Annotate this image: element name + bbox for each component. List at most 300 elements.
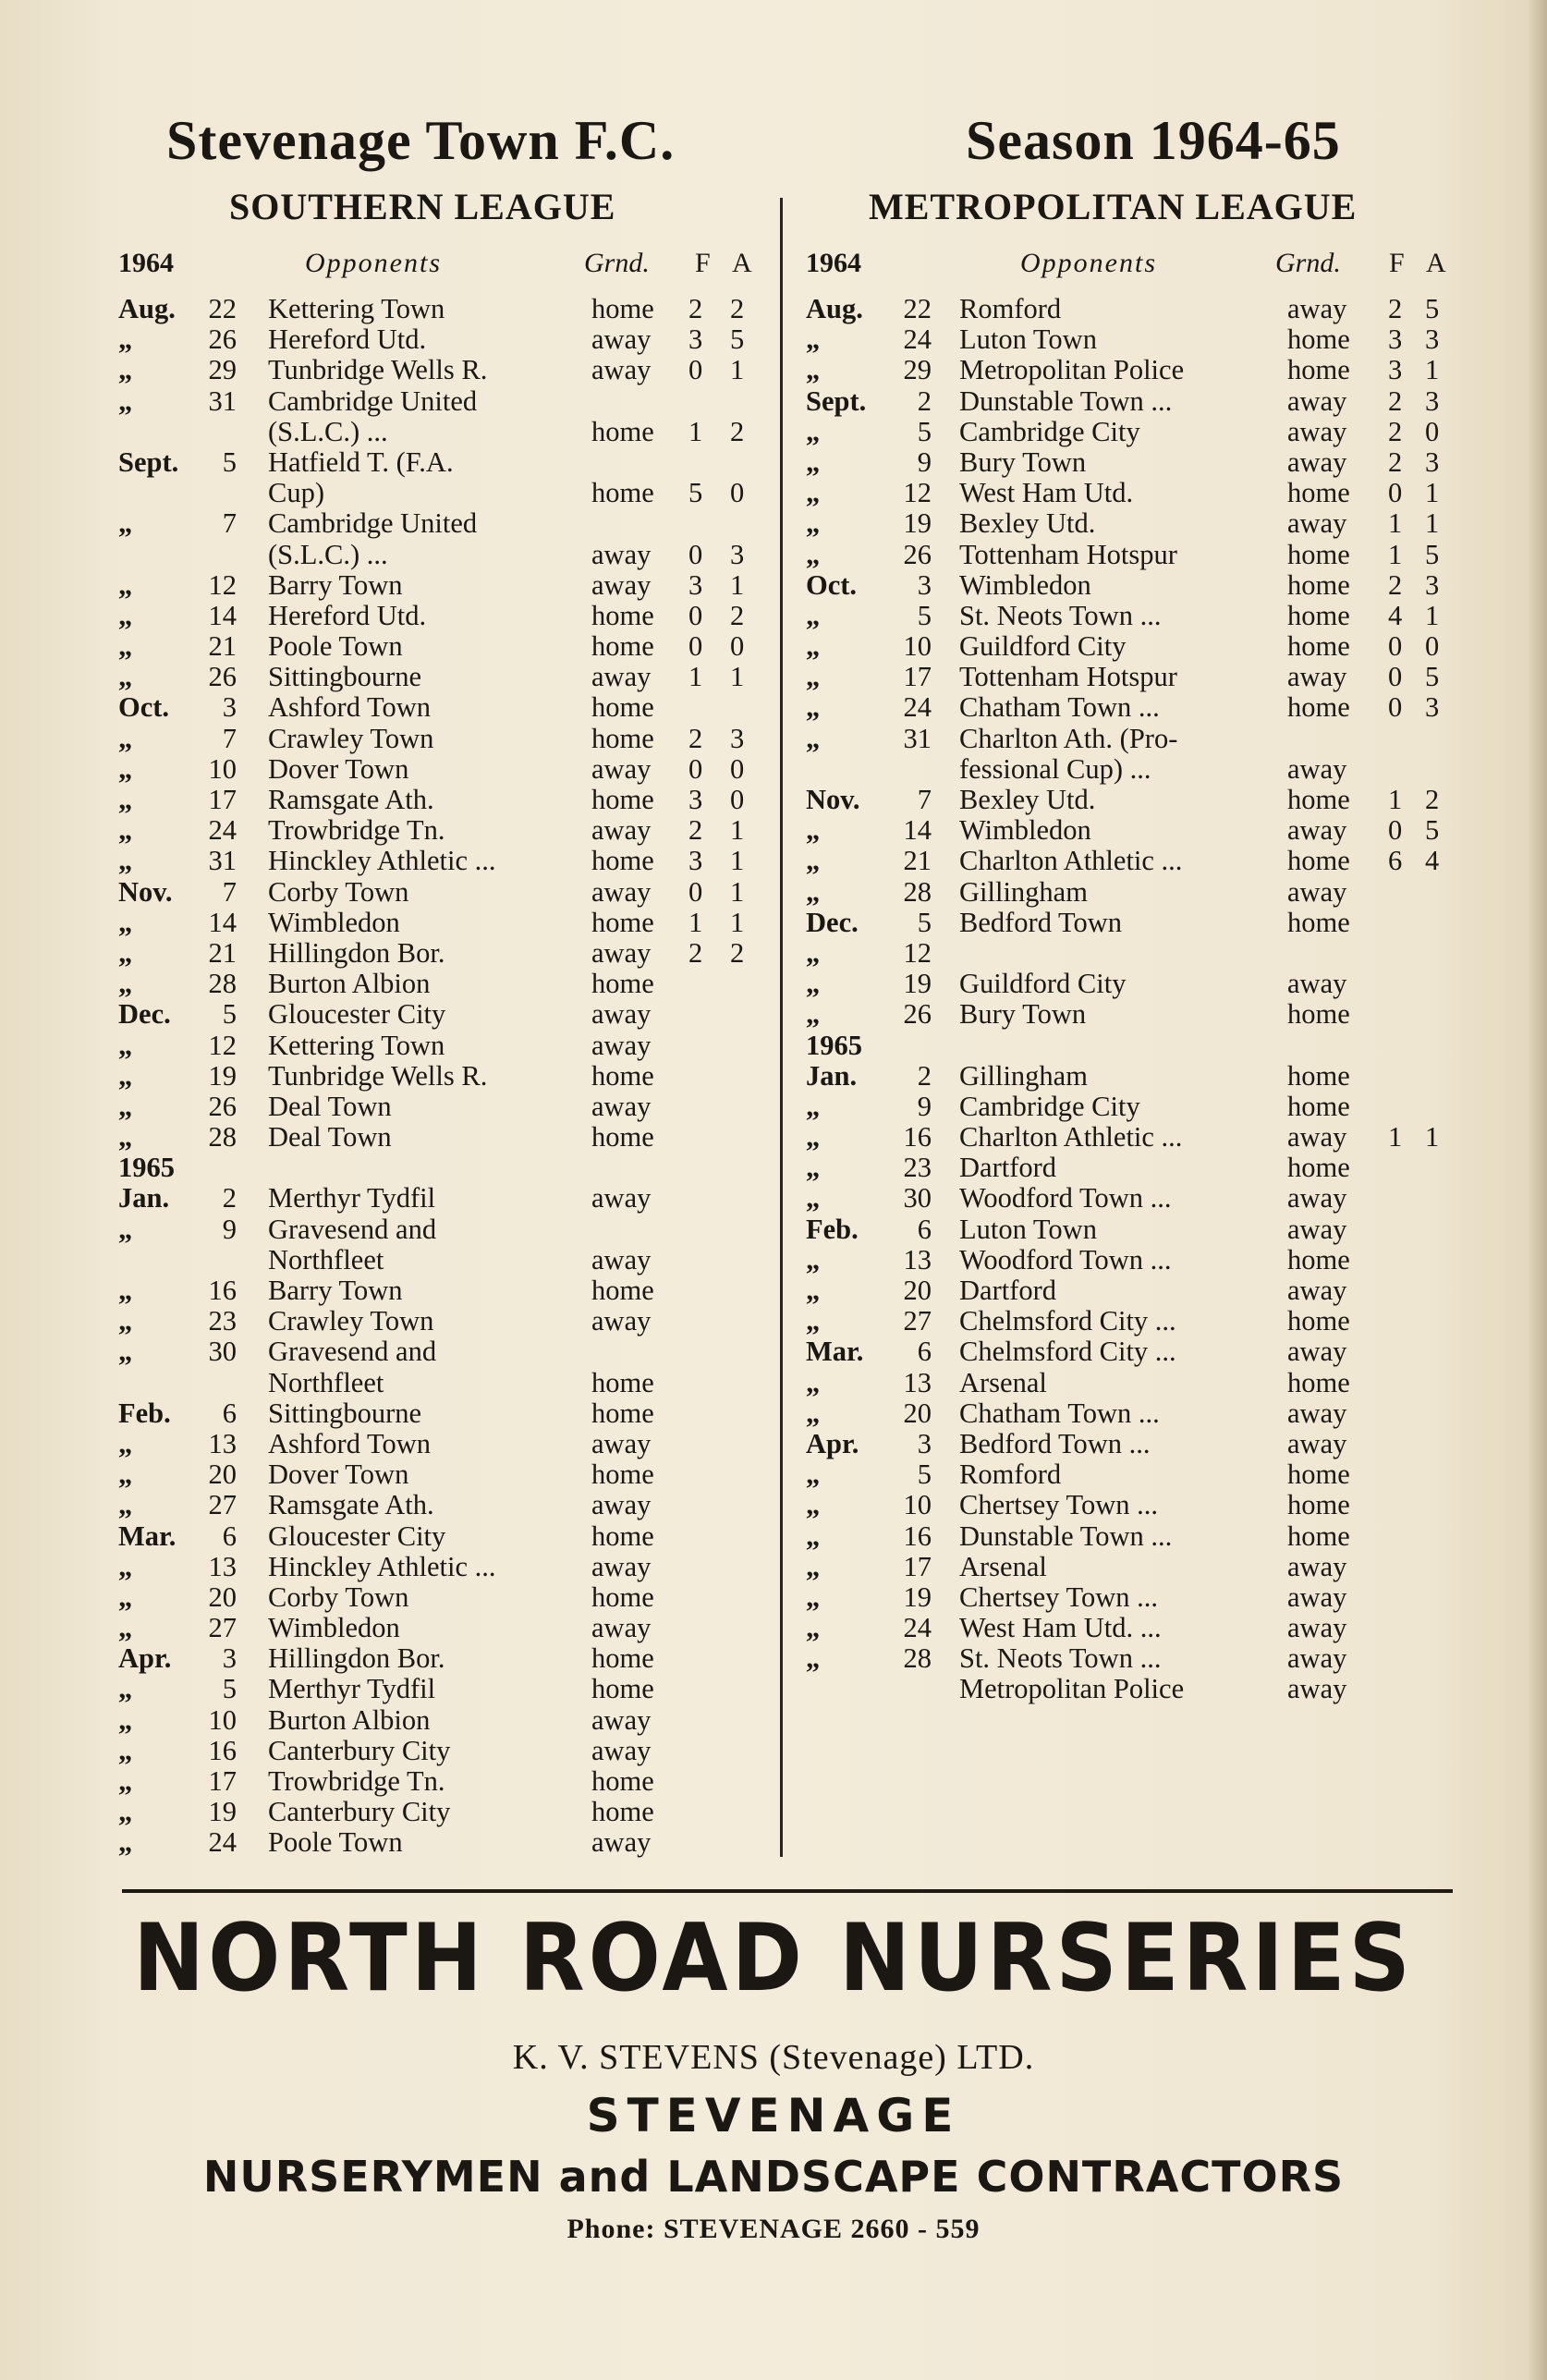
fixture-day: 3 <box>917 568 932 601</box>
southern-fixture-row <box>0 1827 780 1858</box>
fixture-month: „ <box>118 1826 133 1859</box>
southern-fixture-row <box>0 1766 780 1797</box>
southern-fixture-row <box>0 1521 780 1552</box>
fixture-month: „ <box>806 354 821 386</box>
fixture-month: „ <box>118 936 133 969</box>
fixture-goals-against: 1 <box>730 875 745 908</box>
fixture-ground: away <box>591 1305 652 1337</box>
fixture-ground: home <box>591 477 654 509</box>
fixture-ground: away <box>1287 1213 1347 1245</box>
fixture-month: „ <box>118 630 133 663</box>
southern-fixture-row <box>0 508 780 539</box>
fixture-goals-for: 1 <box>1388 1121 1403 1153</box>
fixture-ground: away <box>591 1550 652 1582</box>
metropolitan-fixture-row <box>784 969 1547 999</box>
fixture-goals-for: 1 <box>688 906 703 938</box>
metropolitan-fixture-row <box>784 324 1547 355</box>
metropolitan-fixture-row <box>784 355 1547 385</box>
fixture-month: „ <box>118 1796 133 1828</box>
fixture-opponent: Dartford <box>959 1275 1057 1306</box>
fixture-day: 20 <box>903 1397 932 1429</box>
fixture-ground: away <box>591 661 652 693</box>
fixture-day: 17 <box>903 1550 932 1582</box>
fixture-opponent: Wimbledon <box>959 814 1091 847</box>
metropolitan-fixture-row <box>784 540 1547 570</box>
fixture-day: 7 <box>222 875 237 908</box>
fixture-month: „ <box>806 415 821 447</box>
fixture-ground: away <box>1287 968 1347 1000</box>
fixture-goals-against: 3 <box>1425 568 1440 601</box>
southern-fixture-row <box>0 1031 780 1061</box>
advert-phone: Phone: STEVENAGE 2660 - 559 <box>566 2214 981 2244</box>
fixture-ground: home <box>591 1366 654 1398</box>
fixture-opponent: Bexley Utd. <box>959 784 1096 815</box>
southern-fixture-row <box>0 601 780 631</box>
fixture-month: „ <box>806 1581 821 1613</box>
fixture-ground: away <box>1287 1612 1347 1644</box>
fixture-day: 22 <box>903 293 932 324</box>
fixture-ground: away <box>1287 1336 1347 1368</box>
fixture-goals-against: 3 <box>730 538 745 570</box>
southern-fixture-row <box>0 1275 780 1306</box>
fixture-goals-against: 2 <box>730 599 745 631</box>
fixture-ground: home <box>1287 1152 1350 1184</box>
fixture-day: 19 <box>208 1059 237 1092</box>
fixture-goals-against: 1 <box>730 354 745 386</box>
fixture-opponent: Poole Town <box>268 1826 403 1859</box>
fixture-goals-for: 3 <box>688 845 703 877</box>
metropolitan-fixture-row <box>784 1153 1547 1183</box>
fixture-ground: home <box>1287 1520 1350 1552</box>
metropolitan-fixture-row <box>784 1674 1547 1704</box>
fixture-month: „ <box>118 722 133 754</box>
fixture-goals-for: 0 <box>688 538 703 570</box>
fixture-month: Apr. <box>118 1642 172 1675</box>
fixture-ground: away <box>591 1734 652 1766</box>
fixture-opponent: Deal Town <box>268 1121 392 1153</box>
fixture-day: 19 <box>903 1581 932 1613</box>
fixture-month: „ <box>118 661 133 693</box>
fixture-day: 6 <box>222 1520 237 1552</box>
fixture-ground: away <box>1287 1275 1347 1306</box>
fixture-opponent: Trowbridge Tn. <box>268 1765 445 1797</box>
fixture-day: 2 <box>222 1182 237 1214</box>
metropolitan-fixture-row <box>784 908 1547 938</box>
southern-fixture-row <box>0 1183 780 1214</box>
fixture-goals-against: 5 <box>1425 814 1440 847</box>
fixture-day: 20 <box>208 1581 237 1613</box>
fixture-day: 6 <box>917 1336 932 1368</box>
metropolitan-fixture-row <box>784 1306 1547 1336</box>
southern-fixture-row <box>0 1705 780 1736</box>
fixture-day: 5 <box>222 445 237 478</box>
fixture-opponent: Tottenham Hotspur <box>959 538 1177 570</box>
southern-against-header: A <box>732 248 752 278</box>
fixture-day: 23 <box>208 1305 237 1337</box>
fixture-month: „ <box>806 630 821 663</box>
fixture-day: 24 <box>903 323 932 356</box>
fixture-day: 29 <box>208 354 237 386</box>
southern-fixture-row <box>0 1336 780 1367</box>
fixture-goals-against: 3 <box>1425 445 1440 478</box>
fixture-month: „ <box>806 538 821 570</box>
fixture-opponent: Merthyr Tydfil <box>268 1673 436 1705</box>
fixture-ground: home <box>591 1397 654 1429</box>
southern-fixture-row <box>0 324 780 355</box>
fixture-day: 30 <box>208 1336 237 1368</box>
fixture-goals-against: 2 <box>730 415 745 447</box>
southern-fixture-row <box>0 846 780 876</box>
fixture-ground: away <box>591 1182 652 1214</box>
fixture-ground: away <box>591 1612 652 1644</box>
fixture-month: „ <box>806 1305 821 1337</box>
fixture-opponent: Northfleet <box>268 1366 384 1398</box>
fixture-day: 13 <box>903 1366 932 1398</box>
southern-opponents-header: Opponents <box>305 248 442 278</box>
fixture-opponent: Luton Town <box>959 1213 1097 1245</box>
fixture-opponent: Dover Town <box>268 1459 409 1491</box>
fixture-opponent: Poole Town <box>268 630 403 663</box>
fixture-goals-against: 0 <box>730 752 745 785</box>
fixture-opponent: (S.L.C.) ... <box>268 415 388 447</box>
fixture-goals-for: 3 <box>688 784 703 815</box>
fixture-ground: home <box>1287 906 1350 938</box>
metropolitan-fixture-row <box>784 1183 1547 1214</box>
fixture-day: 12 <box>208 568 237 601</box>
metropolitan-fixture-row <box>784 1031 1547 1061</box>
metropolitan-fixture-row <box>784 1582 1547 1613</box>
fixture-opponent: West Ham Utd. ... <box>959 1612 1162 1644</box>
fixture-day: 24 <box>903 1612 932 1644</box>
fixture-month: „ <box>118 1581 133 1613</box>
fixture-opponent: Canterbury City <box>268 1796 451 1828</box>
fixture-opponent: Dartford <box>959 1152 1057 1184</box>
fixture-opponent: Dunstable Town ... <box>959 1520 1173 1552</box>
southern-fixture-row <box>0 785 780 815</box>
fixture-ground: home <box>591 1642 654 1675</box>
metropolitan-fixture-row <box>784 386 1547 417</box>
fixture-ground: home <box>1287 1489 1350 1521</box>
fixture-month: „ <box>806 1121 821 1153</box>
metropolitan-fixture-row <box>784 1061 1547 1092</box>
fixture-opponent: Tottenham Hotspur <box>959 661 1177 693</box>
fixture-month: „ <box>118 1305 133 1337</box>
fixture-opponent: West Ham Utd. <box>959 477 1134 509</box>
fixture-opponent: Merthyr Tydfil <box>268 1182 436 1214</box>
fixture-month: Jan. <box>118 1182 170 1214</box>
fixture-day: 26 <box>903 538 932 570</box>
southern-fixture-row <box>0 1674 780 1704</box>
metropolitan-fixture-row <box>784 1398 1547 1429</box>
fixture-ground: home <box>1287 568 1350 601</box>
fixture-day: 3 <box>222 691 237 724</box>
fixture-goals-against: 3 <box>730 722 745 754</box>
metropolitan-fixture-row <box>784 999 1547 1030</box>
metropolitan-fixture-row <box>784 938 1547 969</box>
fixture-month: Apr. <box>806 1427 859 1459</box>
fixture-month: „ <box>118 354 133 386</box>
fixture-month: „ <box>806 1520 821 1552</box>
fixture-ground: away <box>1287 661 1347 693</box>
southern-fixture-row <box>0 692 780 723</box>
fixture-goals-for: 0 <box>1388 814 1403 847</box>
metropolitan-fixture-row <box>784 1214 1547 1245</box>
fixture-day: 7 <box>222 722 237 754</box>
metropolitan-fixture-row <box>784 1245 1547 1275</box>
fixture-opponent: Gloucester City <box>268 1520 446 1552</box>
fixture-month: „ <box>118 1612 133 1644</box>
fixture-ground: home <box>591 722 654 754</box>
fixture-day: 20 <box>208 1459 237 1491</box>
fixture-day: 30 <box>903 1182 932 1214</box>
fixture-ground: home <box>591 293 654 324</box>
fixture-month: „ <box>806 691 821 724</box>
fixture-opponent: Bexley Utd. <box>959 507 1096 540</box>
fixture-goals-for: 2 <box>688 936 703 969</box>
fixture-month: „ <box>806 1489 821 1521</box>
fixture-opponent: Charlton Athletic ... <box>959 845 1183 877</box>
fixture-day: 10 <box>208 752 237 785</box>
fixture-opponent: Chatham Town ... <box>959 1397 1160 1429</box>
fixture-ground: home <box>1287 1459 1350 1491</box>
southern-fixture-row <box>0 1582 780 1613</box>
fixture-month: „ <box>118 599 133 631</box>
fixture-month: „ <box>118 906 133 938</box>
southern-fixture-row <box>0 1459 780 1490</box>
fixture-opponent: Gloucester City <box>268 998 446 1031</box>
fixture-ground: home <box>1287 1366 1350 1398</box>
fixture-ground: home <box>591 1520 654 1552</box>
fixture-ground: away <box>591 1703 652 1736</box>
fixture-month: Aug. <box>118 293 176 324</box>
fixture-day: 16 <box>208 1275 237 1306</box>
fixture-opponent: Arsenal <box>959 1366 1047 1398</box>
fixture-day: 9 <box>917 445 932 478</box>
fixture-month: „ <box>118 323 133 356</box>
fixture-month: Sept. <box>118 445 179 478</box>
fixture-month: „ <box>118 1275 133 1306</box>
fixture-opponent: Metropolitan Police <box>959 1673 1185 1705</box>
metropolitan-fixture-row <box>784 508 1547 539</box>
fixture-ground: away <box>1287 875 1347 908</box>
fixture-day: 26 <box>208 661 237 693</box>
fixture-day: 26 <box>208 323 237 356</box>
fixture-opponent: Guildford City <box>959 630 1127 663</box>
metropolitan-fixture-row <box>784 570 1547 601</box>
fixture-ground: away <box>591 1090 652 1122</box>
fixture-opponent: Chelmsford City ... <box>959 1336 1176 1368</box>
metropolitan-opponents-header: Opponents <box>1020 248 1157 278</box>
fixture-goals-against: 1 <box>730 845 745 877</box>
fixture-opponent: Ashford Town <box>268 691 432 724</box>
fixture-day: 13 <box>903 1243 932 1275</box>
fixture-ground: home <box>1287 998 1350 1031</box>
fixture-ground: home <box>1287 477 1350 509</box>
metropolitan-fixture-row <box>784 754 1547 785</box>
fixture-day: 31 <box>903 722 932 754</box>
fixture-goals-for: 2 <box>1388 293 1403 324</box>
fixture-ground: away <box>1287 1581 1347 1613</box>
fixture-opponent: Burton Albion <box>268 1703 431 1736</box>
fixture-opponent: Corby Town <box>268 875 409 908</box>
fixture-month: „ <box>118 968 133 1000</box>
fixture-day: 14 <box>903 814 932 847</box>
fixture-month: „ <box>118 1427 133 1459</box>
fixture-day: 5 <box>917 415 932 447</box>
fixture-ground: away <box>1287 445 1347 478</box>
fixture-month: „ <box>806 936 821 969</box>
fixture-month: „ <box>118 1121 133 1153</box>
fixture-month: „ <box>118 1090 133 1122</box>
fixture-day: 12 <box>903 477 932 509</box>
southern-for-header: F <box>695 248 711 278</box>
southern-fixture-row <box>0 447 780 478</box>
fixture-goals-for: 2 <box>688 722 703 754</box>
metropolitan-year-header: 1964 <box>806 248 861 278</box>
fixture-day: 9 <box>917 1090 932 1122</box>
fixture-goals-against: 1 <box>730 661 745 693</box>
fixture-day: 29 <box>903 354 932 386</box>
metropolitan-fixture-row <box>784 1429 1547 1459</box>
southern-fixture-row <box>0 877 780 908</box>
fixture-ground: home <box>591 691 654 724</box>
southern-league-title: SOUTHERN LEAGUE <box>229 186 616 227</box>
southern-fixture-row <box>0 1368 780 1398</box>
fixture-ground: away <box>591 875 652 908</box>
metropolitan-fixture-row <box>784 417 1547 447</box>
fixture-month: „ <box>806 1275 821 1306</box>
fixture-day: 7 <box>222 507 237 540</box>
fixture-month: „ <box>118 507 133 540</box>
metropolitan-fixture-row <box>784 1521 1547 1552</box>
fixture-ground: home <box>1287 1305 1350 1337</box>
southern-fixture-row <box>0 478 780 508</box>
southern-fixture-row <box>0 999 780 1030</box>
fixture-goals-for: 2 <box>688 293 703 324</box>
fixture-month: Oct. <box>118 691 170 724</box>
fixture-month: „ <box>118 1489 133 1521</box>
metropolitan-fixture-row <box>784 1092 1547 1122</box>
fixture-goals-for: 0 <box>688 752 703 785</box>
fixture-day: 2 <box>917 1059 932 1092</box>
fixture-opponent: Bury Town <box>959 445 1087 478</box>
fixture-ground: away <box>1287 293 1347 324</box>
fixture-month: „ <box>806 875 821 908</box>
southern-fixture-row <box>0 662 780 692</box>
southern-fixture-row <box>0 1643 780 1674</box>
advert-trade: NURSERYMEN and LANDSCAPE CONTRACTORS <box>202 2152 1345 2202</box>
fixture-opponent: Romford <box>959 1459 1062 1491</box>
metropolitan-fixture-row <box>784 1613 1547 1643</box>
fixture-month: „ <box>806 661 821 693</box>
fixture-day: 23 <box>903 1152 932 1184</box>
fixture-day: 17 <box>208 784 237 815</box>
fixture-ground: home <box>1287 630 1350 663</box>
fixture-month: „ <box>118 1734 133 1766</box>
southern-fixtures-list <box>0 294 780 1859</box>
fixture-day: 5 <box>917 599 932 631</box>
fixture-opponent: Chertsey Town ... <box>959 1581 1159 1613</box>
fixture-day: 28 <box>208 968 237 1000</box>
fixture-month: „ <box>118 1550 133 1582</box>
fixture-ground: away <box>591 936 652 969</box>
fixture-month: „ <box>806 507 821 540</box>
fixture-day: 22 <box>208 293 237 324</box>
southern-fixture-row <box>0 1429 780 1459</box>
fixture-day: 5 <box>222 1673 237 1705</box>
fixture-month: „ <box>118 1765 133 1797</box>
fixture-month: Aug. <box>806 293 863 324</box>
fixture-month: „ <box>806 1550 821 1582</box>
fixture-ground: home <box>1287 845 1350 877</box>
metropolitan-fixture-row <box>784 662 1547 692</box>
fixture-month: Oct. <box>806 568 858 601</box>
fixture-day: 19 <box>903 968 932 1000</box>
southern-fixture-row <box>0 1092 780 1122</box>
fixture-month: „ <box>806 1459 821 1491</box>
fixture-month: „ <box>806 998 821 1031</box>
fixture-goals-against: 1 <box>1425 507 1440 540</box>
fixture-goals-for: 0 <box>1388 477 1403 509</box>
fixture-opponent: Bedford Town ... <box>959 1427 1151 1459</box>
fixture-opponent: Gravesend and <box>268 1336 437 1368</box>
fixture-month: Mar. <box>118 1520 177 1552</box>
southern-fixture-row <box>0 1061 780 1092</box>
southern-fixture-row <box>0 294 780 324</box>
fixture-month: „ <box>806 1243 821 1275</box>
fixture-goals-for: 6 <box>1388 845 1403 877</box>
fixture-goals-against: 3 <box>1425 691 1440 724</box>
fixture-goals-against: 2 <box>730 293 745 324</box>
fixture-day: 12 <box>208 1029 237 1061</box>
fixture-opponent: Bedford Town <box>959 906 1123 938</box>
season-title: Season 1964-65 <box>966 110 1341 171</box>
fixture-goals-against: 1 <box>1425 477 1440 509</box>
fixture-opponent: Hatfield T. (F.A. <box>268 445 454 478</box>
fixture-opponent: (S.L.C.) ... <box>268 538 388 570</box>
fixture-day: 17 <box>903 661 932 693</box>
fixture-ground: home <box>591 599 654 631</box>
fixture-day: 20 <box>903 1275 932 1306</box>
fixture-ground: away <box>591 752 652 785</box>
metropolitan-fixtures-list <box>784 294 1547 1705</box>
fixture-ground: away <box>1287 415 1347 447</box>
fixture-ground: away <box>591 814 652 847</box>
fixture-month: „ <box>806 845 821 877</box>
fixture-opponent: Corby Town <box>268 1581 409 1613</box>
fixture-ground: away <box>591 323 652 356</box>
fixture-day: 12 <box>903 936 932 969</box>
fixture-opponent: Cambridge City <box>959 1090 1140 1122</box>
southern-fixture-row <box>0 1245 780 1275</box>
fixture-ground: away <box>1287 1397 1347 1429</box>
southern-fixture-row <box>0 724 780 754</box>
column-divider <box>780 198 783 1857</box>
fixture-opponent: Woodford Town ... <box>959 1182 1172 1214</box>
fixture-opponent: Kettering Town <box>268 1029 445 1061</box>
fixture-day: 26 <box>903 998 932 1031</box>
fixture-month: Dec. <box>806 906 859 938</box>
fixture-month: „ <box>806 1182 821 1214</box>
fixture-day: 21 <box>903 845 932 877</box>
fixture-goals-against: 3 <box>1425 323 1440 356</box>
fixture-day: 27 <box>208 1612 237 1644</box>
fixture-opponent: Burton Albion <box>268 968 431 1000</box>
fixture-ground: away <box>1287 1427 1347 1459</box>
fixture-opponent: Cup) <box>268 477 324 509</box>
fixture-month: Feb. <box>118 1397 171 1429</box>
fixture-goals-against: 2 <box>1425 784 1440 815</box>
